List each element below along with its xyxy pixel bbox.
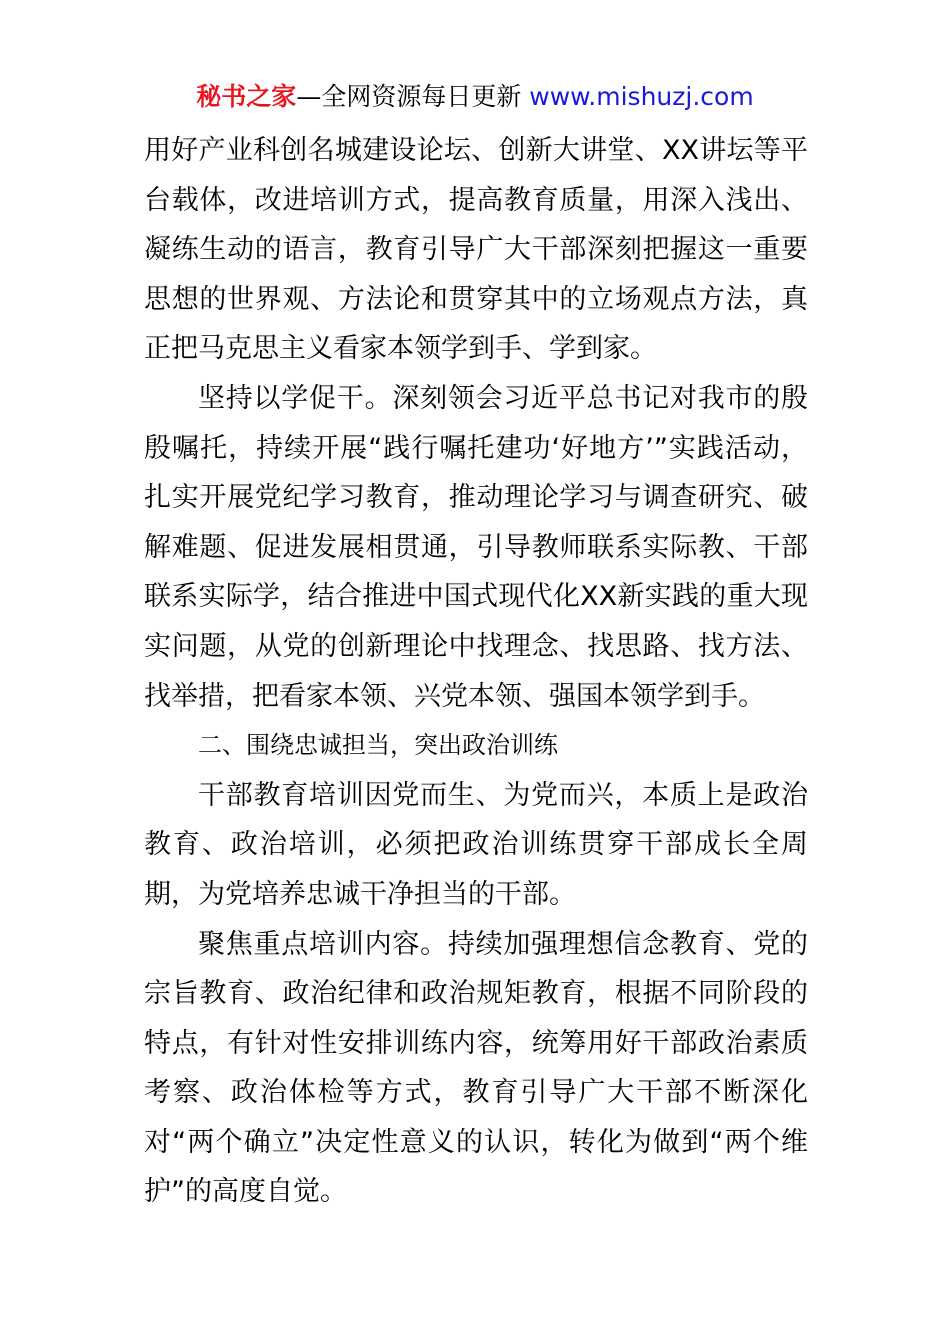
site-url-link[interactable]: www.mishuzj.com	[529, 82, 754, 111]
paragraph-political-training: 干部教育培训因党而生、为党而兴，本质上是政治教育、政治培训，必须把政治训练贯穿干部成长全周期，为党培养忠诚干净担当的干部。	[144, 779, 808, 910]
site-brand: 秘书之家	[196, 82, 297, 111]
site-header	[0, 80, 950, 114]
paragraph-training-content: 聚焦重点培训内容。持续加强理想信念教育、党的宗旨教育、政治纪律和政治规矩教育，根据不同阶段的特点，有针对性安排训练内容，统筹用好干部政治素质考察、政治体检等方式，教育引导广大干部不断深化对“两个确立”决定性意义的认识，转化为做到“两个维护”的高度自觉。	[144, 928, 808, 1208]
site-tagline: —全网资源每日更新	[296, 82, 530, 111]
paragraph-continuation: 用好产业科创名城建设论坛、创新大讲堂、XX讲坛等平台载体，改进培训方式，提高教育质量，用深入浅出、凝练生动的语言，教育引导广大干部深刻把握这一重要思想的世界观、方法论和贯穿其中的立场观点方法，真正把马克思主义看家本领学到手、学到家。	[144, 135, 808, 365]
section-heading: 二、围绕忠诚担当，突出政治训练	[198, 731, 558, 760]
document-body	[144, 126, 808, 1217]
paragraph-study-promote-work: 坚持以学促干。深刻领会习近平总书记对我市的殷殷嘱托，持续开展“践行嘱托建功‘好地方’”实践活动，扎实开展党纪学习教育，推动理论学习与调查研究、破解难题、促进发展相贯通，引导教师联系实际教、干部联系实际学，结合推进中国式现代化XX新实践的重大现实问题，从党的创新理论中找理念、找思路、找方法、找举措，把看家本领、兴党本领、强国本领学到手。	[144, 382, 808, 712]
